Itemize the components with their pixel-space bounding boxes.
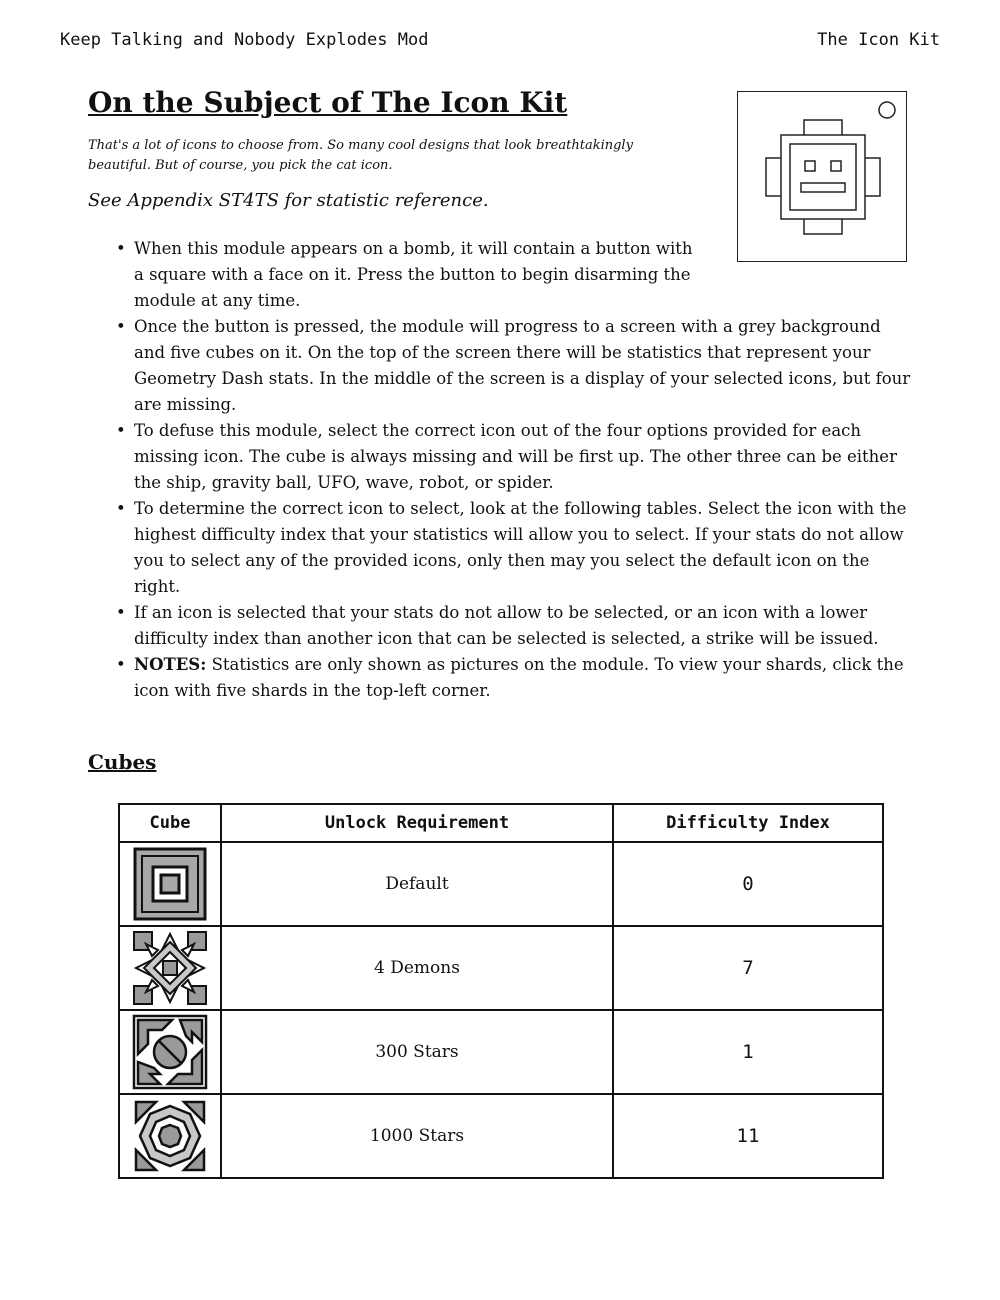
difficulty-cell: 1 bbox=[613, 1010, 883, 1094]
requirement-cell: 4 Demons bbox=[221, 926, 613, 1010]
rule-item: • To defuse this module, select the correct icon out of the four options provided for each missing icon. The cube is always missing and will be first up. The other three can be either the ship, gravity ball, UFO, wave, robot, or spider. bbox=[134, 418, 914, 496]
appendix-note: See Appendix ST4TS for statistic reference. bbox=[88, 190, 489, 211]
demon-cube-icon bbox=[132, 930, 208, 1006]
rule-item: • Once the button is pressed, the module will progress to a screen with a grey background and five cubes on it. On the top of the screen there will be statistics that represent your Geometry Dash stats. In the middle of the screen is a display of your selected icons, but four are missing. bbox=[134, 314, 914, 418]
cubes-table bbox=[118, 803, 884, 1179]
rule-item: • When this module appears on a bomb, it will contain a button with a square with a face on it. Press the button to begin disarming the module at any time. bbox=[134, 236, 694, 314]
table-row bbox=[119, 842, 883, 926]
page-title: On the Subject of The Icon Kit bbox=[88, 86, 568, 119]
star-cube-1000-icon bbox=[132, 1098, 208, 1174]
requirement-cell: 300 Stars bbox=[221, 1010, 613, 1094]
table-row bbox=[119, 1010, 883, 1094]
difficulty-cell: 0 bbox=[613, 842, 883, 926]
header-difficulty-index: Difficulty Index bbox=[613, 804, 883, 842]
notes-label: NOTES: bbox=[134, 655, 207, 674]
requirement-cell: 1000 Stars bbox=[221, 1094, 613, 1178]
header-unlock-requirement: Unlock Requirement bbox=[221, 804, 613, 842]
header-cube: Cube bbox=[119, 804, 221, 842]
notes-text: Statistics are only shown as pictures on the module. To view your shards, click the icon with five shards in the top-left corner. bbox=[134, 655, 904, 700]
table-header-row bbox=[119, 804, 883, 842]
rule-item: • To determine the correct icon to select, look at the following tables. Select the icon with the highest difficulty index that your statistics will allow you to select. If your stats do not allow you to select any of the provided icons, only then may you select the default icon on the right. bbox=[134, 496, 914, 600]
rule-item: • If an icon is selected that your stats do not allow to be selected, or an icon with a lower difficulty index than another icon that can be selected is selected, a strike will be issued. bbox=[134, 600, 914, 652]
difficulty-cell: 11 bbox=[613, 1094, 883, 1178]
section-title-cubes: Cubes bbox=[88, 750, 157, 774]
difficulty-cell: 7 bbox=[613, 926, 883, 1010]
rule-item-notes bbox=[134, 652, 914, 704]
rules-list bbox=[134, 236, 914, 704]
default-cube-icon bbox=[133, 847, 207, 921]
header-mod-label: Keep Talking and Nobody Explodes Mod bbox=[60, 30, 429, 50]
star-cube-300-icon bbox=[132, 1014, 208, 1090]
table-row bbox=[119, 1094, 883, 1178]
header-module-name: The Icon Kit bbox=[817, 30, 940, 50]
flavor-text: That's a lot of icons to choose from. So many cool designs that look breathtakingly beautiful. But of course, you pick the cat icon. bbox=[88, 138, 633, 173]
table-row bbox=[119, 926, 883, 1010]
requirement-cell: Default bbox=[221, 842, 613, 926]
